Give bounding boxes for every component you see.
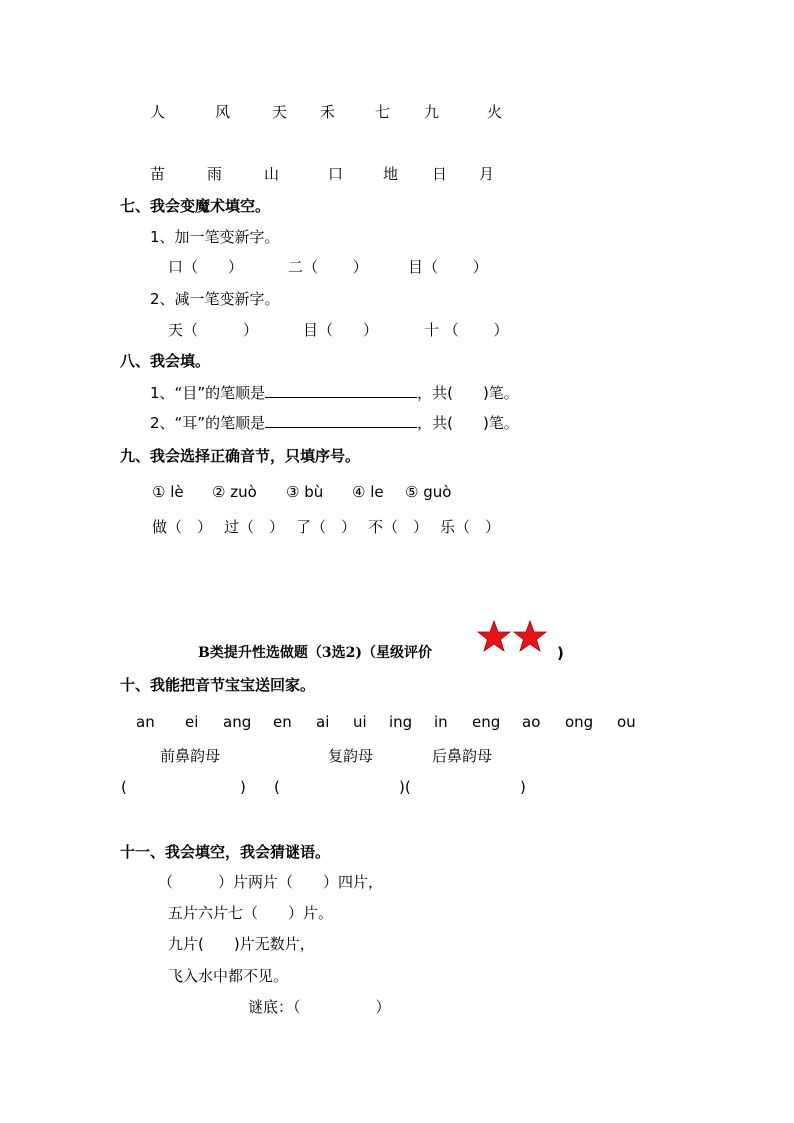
char: 天 [272, 103, 288, 121]
char: 雨 [207, 165, 223, 183]
fill-blank[interactable]: 目（ ） [408, 258, 488, 276]
item-suffix: ，共( )笔。 [417, 414, 519, 432]
syllable[interactable]: ong [565, 713, 594, 731]
bracket: ) [240, 778, 246, 796]
stroke-order-item-2 [150, 413, 519, 433]
item-prefix: 2、“耳”的笔顺是 [150, 414, 266, 432]
item-prefix: 1、“目”的笔顺是 [150, 384, 266, 402]
part-b-close-paren: ) [557, 644, 564, 662]
char: 日 [432, 165, 448, 183]
option: ① lè [152, 483, 184, 501]
section-7-sub2: 2、减一笔变新字。 [150, 290, 280, 308]
syllable[interactable]: ing [389, 713, 413, 731]
part-b-title: B类提升性选做题（3选2)（星级评价 [198, 645, 432, 661]
answer-line[interactable] [265, 383, 417, 398]
bracket: ( [121, 778, 127, 796]
syllable[interactable]: an [136, 713, 155, 731]
star-icon [478, 621, 510, 651]
syllable[interactable]: ou [617, 713, 636, 731]
fill-blank[interactable]: 过（ ） [224, 518, 285, 536]
char: 禾 [320, 103, 336, 121]
syllable[interactable]: ai [316, 713, 330, 731]
riddle-line[interactable]: （ ）片两片（ ）四片， [158, 873, 384, 891]
syllable[interactable]: ui [353, 713, 367, 731]
riddle-line[interactable]: 九片( )片无数片， [168, 935, 315, 953]
section-7-sub1: 1、加一笔变新字。 [150, 228, 280, 246]
syllable[interactable]: in [434, 713, 448, 731]
bracket: ) [520, 778, 526, 796]
fill-blank[interactable]: 了（ ） [296, 518, 357, 536]
star-rating [476, 620, 548, 654]
char: 风 [215, 103, 231, 121]
section-9-title: 九、我会选择正确音节，只填序号。 [120, 447, 361, 465]
char: 月 [479, 165, 495, 183]
fill-blank[interactable]: 十 （ ） [424, 321, 509, 339]
fill-blank[interactable]: 不（ ） [368, 518, 429, 536]
char: 苗 [150, 165, 166, 183]
bracket: )( [399, 778, 411, 796]
category-back-nasal: 后鼻韵母 [432, 747, 493, 765]
char: 口 [328, 165, 344, 183]
char: 地 [383, 165, 399, 183]
fill-blank[interactable]: 口（ ） [168, 258, 244, 276]
char: 火 [487, 103, 503, 121]
fill-blank[interactable]: 乐（ ） [440, 518, 501, 536]
option: ④ le [352, 483, 384, 501]
riddle-line[interactable]: 五片六片七（ ）片。 [168, 904, 334, 922]
section-11-title: 十一、我会填空，我会猜谜语。 [120, 843, 331, 861]
fill-blank[interactable]: 天（ ） [168, 321, 259, 339]
fill-blank[interactable]: 做（ ） [152, 518, 213, 536]
char: 山 [264, 165, 280, 183]
option: ⑤ guò [405, 483, 452, 501]
char: 九 [424, 103, 440, 121]
syllable[interactable]: eng [472, 713, 501, 731]
option: ③ bù [286, 483, 324, 501]
star-icon [514, 621, 546, 651]
section-7-title: 七、我会变魔术填空。 [120, 197, 271, 215]
answer-line[interactable] [265, 413, 417, 428]
category-front-nasal: 前鼻韵母 [160, 747, 221, 765]
syllable[interactable]: en [273, 713, 292, 731]
item-suffix: ，共( )笔。 [417, 384, 519, 402]
syllable[interactable]: ei [185, 713, 199, 731]
section-8-title: 八、我会填。 [120, 352, 211, 370]
option: ② zuò [212, 483, 257, 501]
fill-blank[interactable]: 目（ ） [303, 321, 379, 339]
section-10-title: 十、我能把音节宝宝送回家。 [120, 676, 316, 694]
char: 七 [375, 103, 391, 121]
category-compound: 复韵母 [328, 747, 374, 765]
riddle-answer[interactable]: 谜底：（ ） [248, 998, 391, 1016]
char: 人 [150, 103, 166, 121]
syllable[interactable]: ang [223, 713, 252, 731]
stroke-order-item-1 [150, 383, 519, 403]
riddle-line: 飞入水中都不见。 [168, 967, 289, 985]
bracket: ( [274, 778, 280, 796]
fill-blank[interactable]: 二（ ） [288, 258, 368, 276]
syllable[interactable]: ao [522, 713, 541, 731]
